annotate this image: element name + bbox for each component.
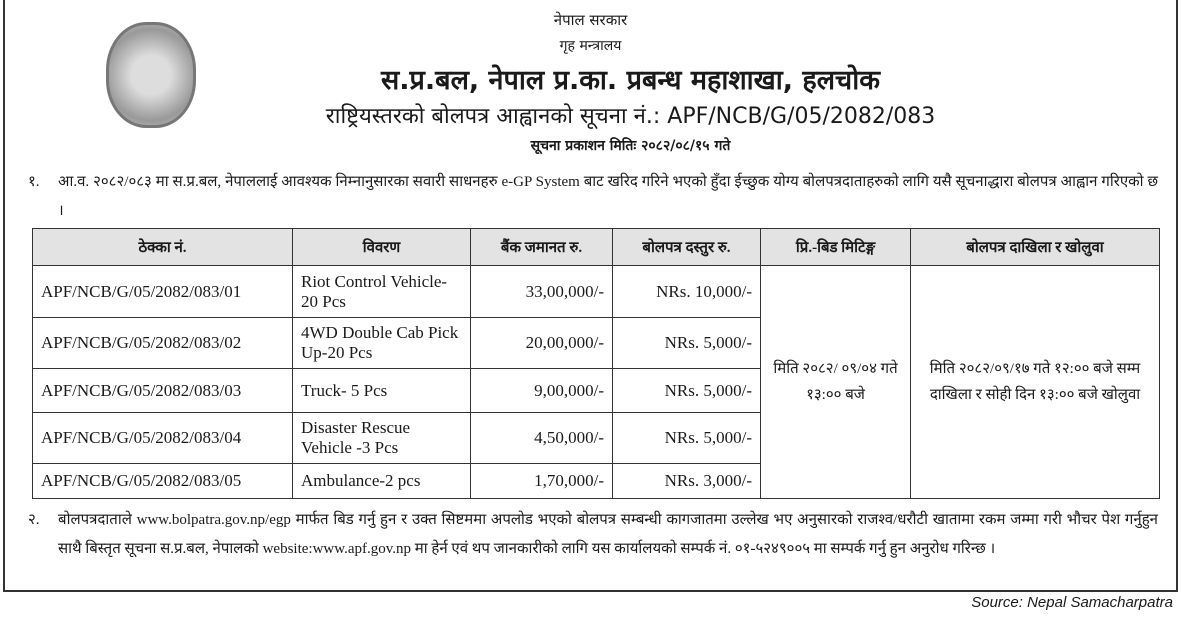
column-header: प्रि.-बिड मिटिङ्ग xyxy=(761,229,911,266)
ministry-name: गृह मन्त्रालय xyxy=(559,38,622,54)
tender-table xyxy=(32,228,1160,499)
paragraph-text: बोलपत्रदाताले www.bolpatra.gov.np/egp मार्फत बिड गर्नु हुन र उक्त सिष्टममा अपलोड भएको बोलपत्र सम्बन्धी कागजातमा उल्लेख भए अनुसारको राजश्व/धरौटी खातामा रकम जम्मा गरी भौचर पेश गर्नुहुन साथै बिस्तृत सूचना स.प्र.बल, नेपालको website:www.apf.gov.np मा हेर्न एवं थप जानकारीको लागि यस कार्यालयको सम्पर्क नं. ०१-५२४९००५ मा सम्पर्क गर्नु हुन अनुरोध गरिन्छ । xyxy=(58,512,1158,557)
description: Riot Control Vehicle-20 Pcs xyxy=(293,266,471,318)
column-header: बोलपत्र दस्तुर रु. xyxy=(613,229,761,266)
bank-guarantee: 20,00,000/- xyxy=(471,318,613,369)
notice-title: राष्ट्रियस्तरको बोलपत्र आह्वानको सूचना नं.: APF/NCB/G/05/2082/083 xyxy=(325,104,936,129)
column-header: बोलपत्र दाखिला र खोलुवा xyxy=(911,229,1160,266)
contract-no: APF/NCB/G/05/2082/083/02 xyxy=(33,318,293,369)
office-name: स.प्र.बल, नेपाल प्र.का. प्रबन्ध महाशाखा, हलचोक xyxy=(381,65,880,96)
description: 4WD Double Cab Pick Up-20 Pcs xyxy=(293,318,471,369)
bid-fee: NRs. 5,000/- xyxy=(613,318,761,369)
column-header: ठेक्का नं. xyxy=(33,229,293,266)
bid-fee: NRs. 5,000/- xyxy=(613,369,761,413)
column-header: विवरण xyxy=(293,229,471,266)
source-credit: Source: Nepal Samacharpatra xyxy=(971,594,1173,611)
contract-no: APF/NCB/G/05/2082/083/03 xyxy=(33,369,293,413)
government-name: नेपाल सरकार xyxy=(553,11,628,29)
table-header-row xyxy=(33,229,1160,266)
submission-opening: मिति २०८२/०९/१७ गते १२:०० बजे सम्म दाखिला र सोही दिन १३:०० बजे खोलुवा xyxy=(911,266,1160,499)
bid-fee: NRs. 3,000/- xyxy=(613,464,761,499)
paragraph-2 xyxy=(28,506,1158,564)
bank-guarantee: 4,50,000/- xyxy=(471,413,613,464)
description: Ambulance-2 pcs xyxy=(293,464,471,499)
paragraph-1 xyxy=(28,168,1158,226)
table-row xyxy=(33,266,1160,318)
bank-guarantee: 33,00,000/- xyxy=(471,266,613,318)
bid-fee: NRs. 5,000/- xyxy=(613,413,761,464)
paragraph-number: १. xyxy=(28,174,40,190)
paragraph-text: आ.व. २०८२/०८३ मा स.प्र.बल, नेपाललाई आवश्यक निम्नानुसारका सवारी साधनहरु e-GP System बाट खरिद गरिने भएको हुँदा ईच्छुक योग्य बोलपत्रदाताहरुको लागि यसै सूचनाद्धारा बोलपत्र आह्वान गरिएको छ । xyxy=(58,174,1158,219)
paragraph-number: २. xyxy=(28,512,40,528)
prebid-meeting: मिति २०८२/ ०९/०४ गते १३:०० बजे xyxy=(761,266,911,499)
contract-no: APF/NCB/G/05/2082/083/04 xyxy=(33,413,293,464)
bank-guarantee: 9,00,000/- xyxy=(471,369,613,413)
publish-date: सूचना प्रकाशन मितिः २०८२/०८/१५ गते xyxy=(530,138,731,154)
description: Truck- 5 Pcs xyxy=(293,369,471,413)
column-header: बैंक जमानत रु. xyxy=(471,229,613,266)
bank-guarantee: 1,70,000/- xyxy=(471,464,613,499)
bid-fee: NRs. 10,000/- xyxy=(613,266,761,318)
description: Disaster Rescue Vehicle -3 Pcs xyxy=(293,413,471,464)
contract-no: APF/NCB/G/05/2082/083/05 xyxy=(33,464,293,499)
contract-no: APF/NCB/G/05/2082/083/01 xyxy=(33,266,293,318)
